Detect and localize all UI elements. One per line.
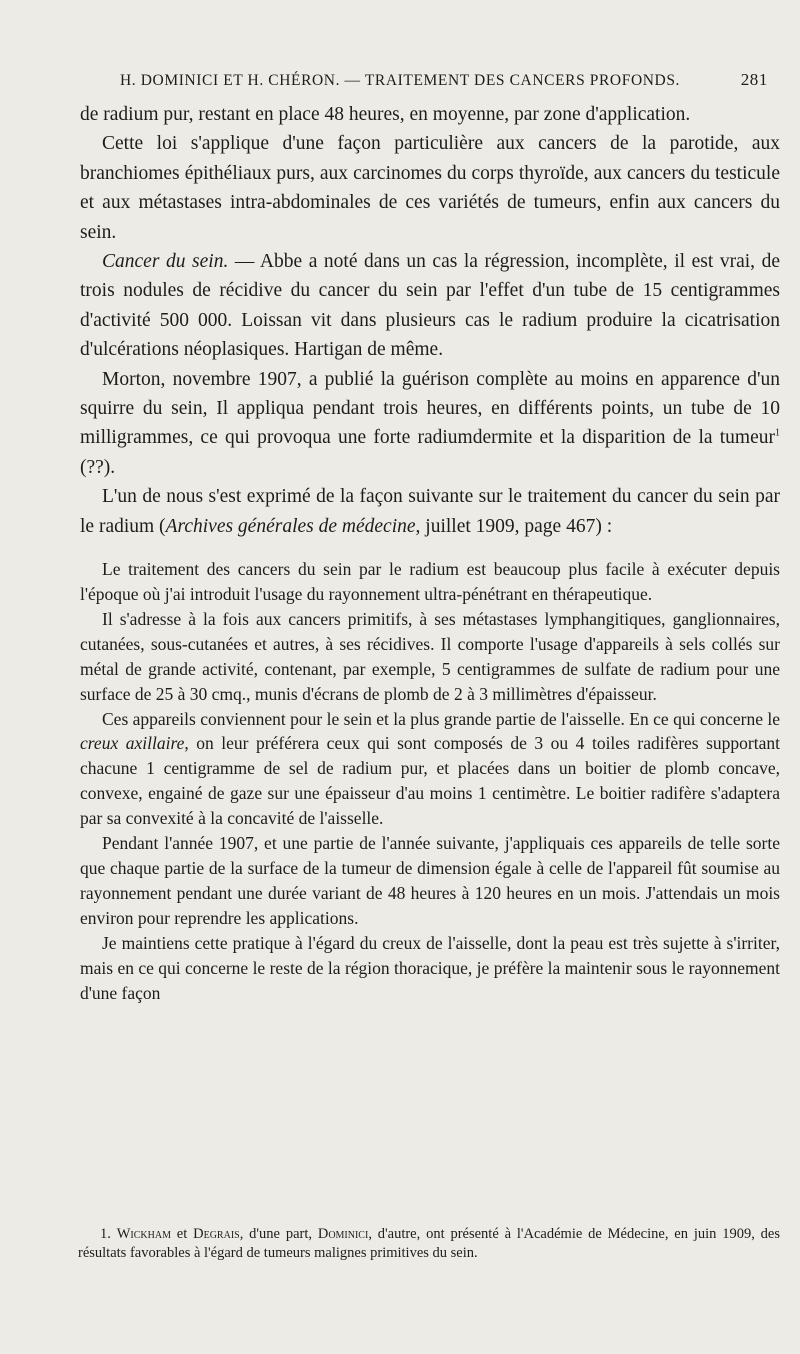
paragraph-3-text: — Abbe a noté dans un cas la régression, incomplète, il est vrai, de trois nodules de récidive du cancer du sein par l'effet d'un tube de 15 centigrammes d'activité 500 000. Loissan vit dans plusieurs cas le radium produire la cicatrisation d'ulcérations néoplasiques. Hartigan de même. — [80, 251, 780, 361]
page-body — [80, 100, 780, 1005]
paragraph-4-text: Morton, novembre 1907, a publié la guérison complète au moins en apparence d'un squirre du sein, Il appliqua pendant trois heures, en différents points, un tube de 10 milligrammes, ce qui provoqua une forte radiumdermite et la disparition de la tumeur — [80, 368, 780, 449]
paragraph-4-end: (??). — [80, 456, 116, 478]
footnote-author-wickham: Wickham — [116, 1226, 171, 1242]
quote-paragraph-3 — [80, 707, 780, 832]
quote-paragraph-1: Le traitement des cancers du sein par le radium est beaucoup plus facile à exécuter depuis l'époque où j'ai introduit l'usage du rayonnement ultra-pénétrant en thérapeutique. — [80, 559, 780, 604]
block-quote — [80, 557, 780, 1005]
footnote-author-degrais: Degrais — [193, 1226, 240, 1242]
creux-axillaire-term: creux axillaire — [80, 733, 185, 754]
paragraph-1: de radium pur, restant en place 48 heures, en moyenne, par zone d'application. — [80, 104, 691, 125]
paragraph-2: Cette loi s'applique d'une façon particulière aux cancers de la parotide, aux branchiomes épithéliaux purs, aux carcinomes du corps thyroïde, aux cancers du testicule et aux métastases intra-abdominales de ces variétés de tumeurs, enfin aux cancers du sein. — [80, 133, 780, 243]
footnote-reference: 1 — [775, 427, 780, 439]
footnote-part-1: , d'une part, — [239, 1226, 318, 1242]
paragraph-5 — [80, 482, 780, 541]
main-text — [80, 100, 780, 541]
section-heading-cancer-du-sein: Cancer du sein. — [102, 251, 229, 273]
footnotes — [78, 1225, 780, 1263]
footnote-1 — [78, 1225, 780, 1263]
footnote-part-2: , d'autre, ont présenté à l'Académie de Médecine, en juin 1909, des résultats favorables à l'égard de tumeurs malignes primitives du sein. — [78, 1226, 781, 1261]
quote-paragraph-3-start: Ces appareils conviennent pour le sein et la plus grande partie de l'aisselle. En ce qui concerne le — [102, 708, 780, 729]
paragraph-5-start: L'un de nous s'est exprimé de la façon suivante sur le traitement du cancer du sein par le radium ( — [80, 486, 780, 537]
page-number: 281 — [740, 70, 768, 89]
quote-paragraph-4: Pendant l'année 1907, et une partie de l'année suivante, j'appliquais ces appareils de telle sorte que chaque partie de la surface de la tumeur de dimension égale à celle de l'appareil fût soumise au rayonnement pendant une durée variant de 48 heures à 120 heures en un mois. J'attendais un mois environ pour reprendre les applications. — [80, 833, 780, 928]
footnote-author-dominici: Dominici — [317, 1226, 369, 1242]
quote-paragraph-2: Il s'adresse à la fois aux cancers primitifs, à ses métastases lymphangitiques, ganglionnaires, cutanées, sous-cutanées et autres, à ses récidives. Il comporte l'usage d'appareils à sels collés sur métal de grande activité, contenant, par exemple, 5 centigrammes de sulfate de radium pour une surface de 25 à 30 cmq., munis d'écrans de plomb de 2 à 3 millimètres d'épaisseur. — [80, 608, 780, 704]
footnote-et: et — [170, 1226, 194, 1242]
running-title: H. DOMINICI ET H. CHÉRON. — TRAITEMENT DES CANCERS PROFONDS. — [120, 72, 681, 89]
running-header — [120, 70, 768, 90]
footnote-number: 1. — [100, 1226, 111, 1242]
paragraph-4 — [80, 365, 780, 483]
quote-paragraph-5: Je maintiens cette pratique à l'égard du creux de l'aisselle, dont la peau est très sujette à s'irriter, mais en ce qui concerne le reste de la région thoracique, je préfère la maintenir sous le rayonnement d'une façon — [80, 932, 780, 1003]
paragraph-3 — [80, 247, 780, 365]
journal-title: Archives générales de médecine — [165, 515, 416, 537]
quote-paragraph-3-end: , on leur préférera ceux qui sont composés de 3 ou 4 toiles radifères supportant chacune 1 centigramme de sel de radium pur, et placées dans un boitier de plomb concave, convexe, engainé de gaze sur une épaisseur d'au moins 1 centimètre. Le boitier radifère s'adaptera par sa convexité à la concavité de l'aisselle. — [80, 733, 780, 829]
paragraph-5-end: , juillet 1909, page 467) : — [415, 515, 613, 537]
